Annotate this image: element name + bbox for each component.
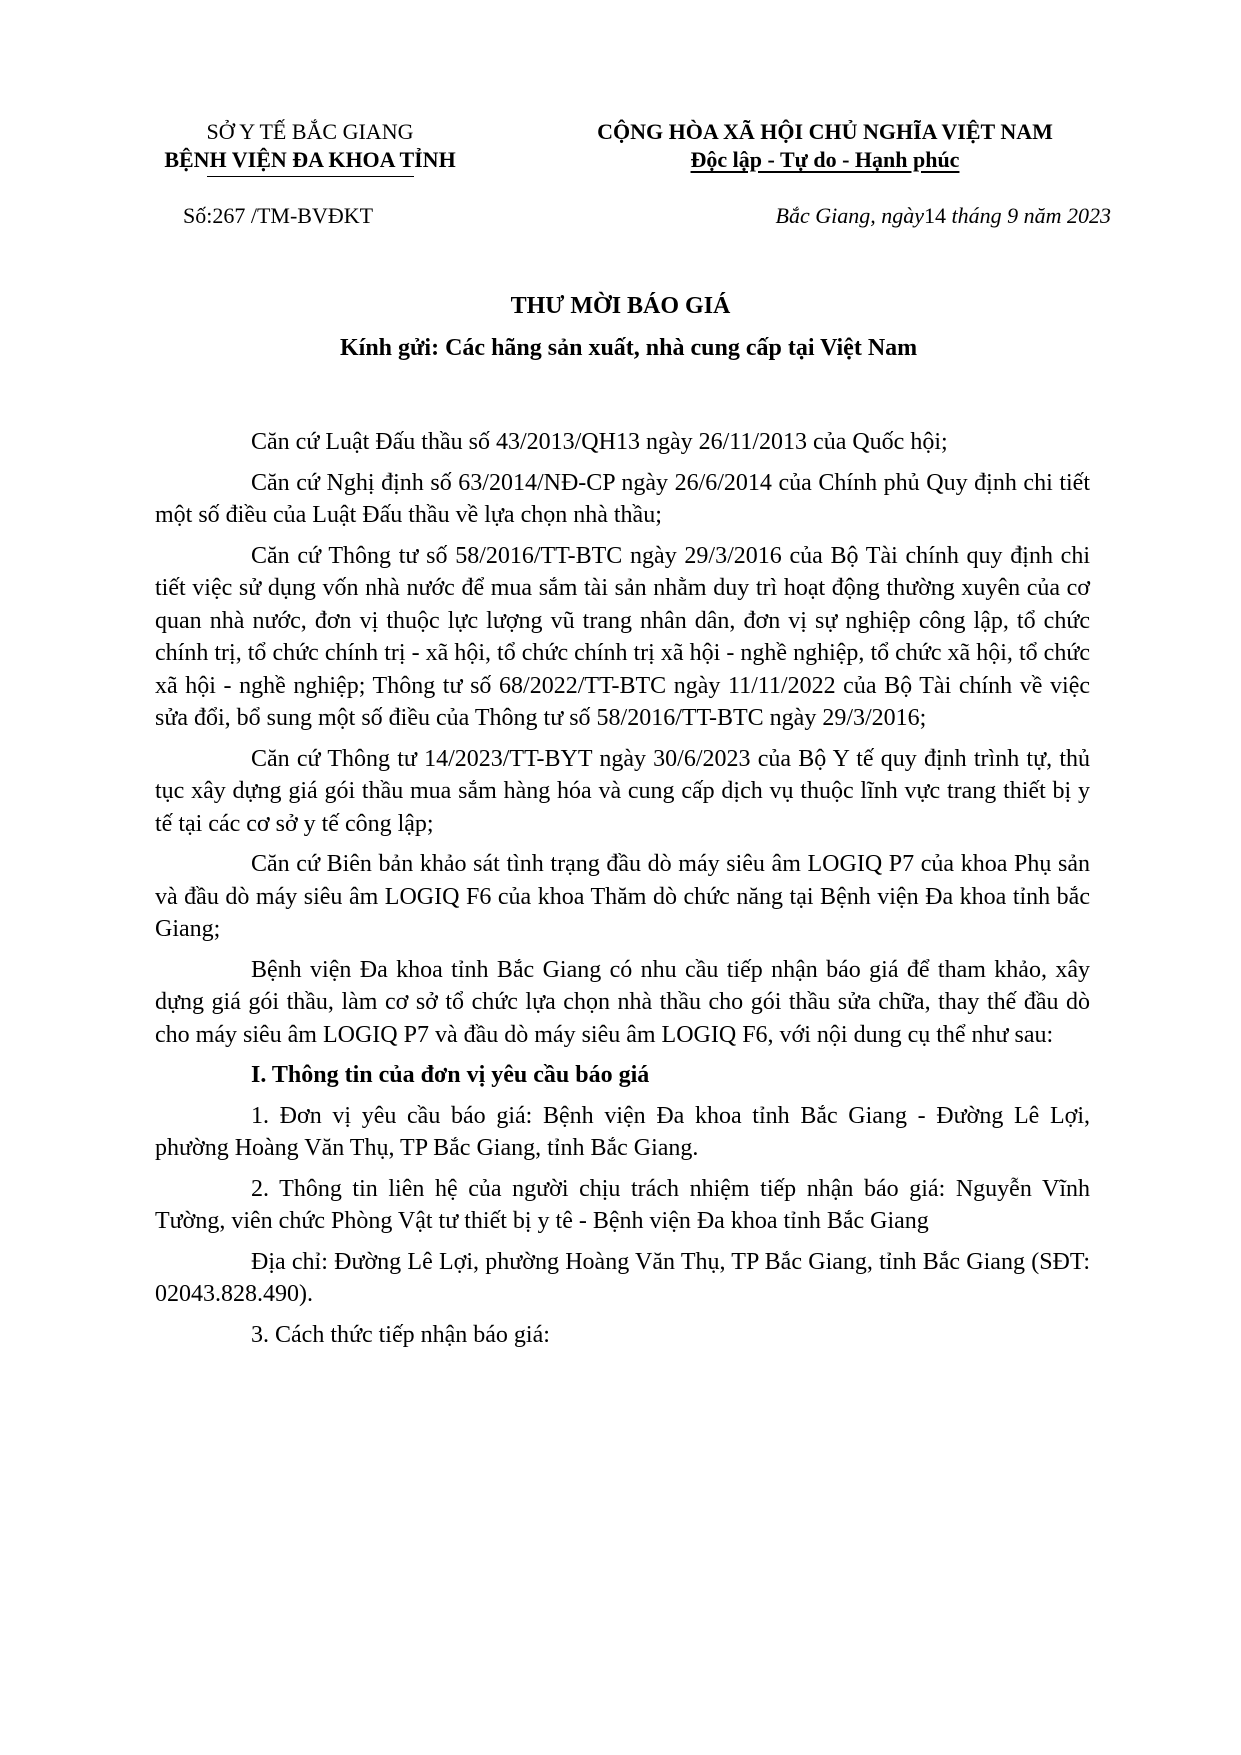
request-paragraph: Bệnh viện Đa khoa tỉnh Bắc Giang có nhu cầu tiếp nhận báo giá để tham khảo, xây dựng giá gói thầu, làm cơ sở tổ chức lựa chọn nhà thầu cho gói thầu sửa chữa, thay thế đầu dò cho máy siêu âm LOGIQ P7 và đầu dò máy siêu âm LOGIQ F6, với nội dung cụ thể như sau: <box>155 956 1090 1048</box>
legal-basis-paragraph: Căn cứ Luật Đấu thầu số 43/2013/QH13 ngày 26/11/2013 của Quốc hội; <box>251 429 948 455</box>
document-title: THƯ MỜI BÁO GIÁ <box>510 293 731 319</box>
organization-name: BỆNH VIỆN ĐA KHOA TỈNH <box>164 147 456 172</box>
section-item: 2. Thông tin liên hệ của người chịu trách nhiệm tiếp nhận báo giá: Nguyễn Vĩnh Tường, viên chức Phòng Vật tư thiết bị y tê - Bệnh viện Đa khoa tỉnh Bắc Giang <box>155 1175 1090 1234</box>
legal-basis-paragraph: Căn cứ Thông tư số 58/2016/TT-BTC ngày 29/3/2016 của Bộ Tài chính quy định chi tiết việc sử dụng vốn nhà nước để mua sắm tài sản nhằm duy trì hoạt động thường xuyên của cơ quan nhà nước, đơn vị thuộc lực lượng vũ trang nhân dân, đơn vị sự nghiệp công lập, tổ chức chính trị, tổ chức chính trị - xã hội, tổ chức chính trị xã hội - nghề nghiệp, tổ chức xã hội, tổ chức xã hội - nghề nghiệp; Thông tư số 68/2022/TT-BTC ngày 11/11/2022 của Bộ Tài chính về việc sửa đổi, bổ sung một số điều của Thông tư số 58/2016/TT-BTC ngày 29/3/2016; <box>155 542 1090 731</box>
place-and-date <box>0 203 1111 229</box>
national-title-block <box>540 118 1110 174</box>
legal-basis-paragraph: Căn cứ Thông tư 14/2023/TT-BYT ngày 30/6/2023 của Bộ Y tế quy định trình tự, thủ tục xây dựng giá gói thầu mua sắm hàng hóa và cung cấp dịch vụ thuộc lĩnh vực trang thiết bị y tế tại các cơ sở y tế công lập; <box>155 745 1090 837</box>
date-day: 14 <box>924 203 946 228</box>
legal-basis-paragraph: Căn cứ Nghị định số 63/2014/NĐ-CP ngày 26/6/2014 của Chính phủ Quy định chi tiết một số điều của Luật Đấu thầu về lựa chọn nhà thầu; <box>155 469 1090 528</box>
section-item: 1. Đơn vị yêu cầu báo giá: Bệnh viện Đa khoa tỉnh Bắc Giang - Đường Lê Lợi, phường Hoàng Văn Thụ, TP Bắc Giang, tỉnh Bắc Giang. <box>155 1102 1090 1161</box>
section-item: 3. Cách thức tiếp nhận báo giá: <box>251 1321 550 1348</box>
section-heading: I. Thông tin của đơn vị yêu cầu báo giá <box>251 1062 650 1088</box>
department-name: SỞ Y TẾ BẮC GIANG <box>206 119 414 144</box>
document-number: Số:267 /TM-BVĐKT <box>183 203 374 228</box>
recipient-line: Kính gửi: Các hãng sản xuất, nhà cung cấp tại Việt Nam <box>340 335 918 361</box>
place-date-suffix: tháng 9 năm 2023 <box>946 203 1111 228</box>
nation-name: CỘNG HÒA XÃ HỘI CHỦ NGHĨA VIỆT NAM <box>597 119 1053 144</box>
legal-basis-paragraph: Căn cứ Biên bản khảo sát tình trạng đầu dò máy siêu âm LOGIQ P7 của khoa Phụ sản và đầu dò máy siêu âm LOGIQ F6 của khoa Thăm dò chức năng tại Bệnh viện Đa khoa tỉnh bắc Giang; <box>155 851 1090 942</box>
place-date-prefix: Bắc Giang, ngày <box>775 203 924 228</box>
agency-underline-divider <box>207 176 414 177</box>
section-item: Địa chỉ: Đường Lê Lợi, phường Hoàng Văn Thụ, TP Bắc Giang, tỉnh Bắc Giang (SĐT: 02043.828.490). <box>155 1248 1090 1307</box>
document-body <box>155 426 1090 1359</box>
issuing-agency-block <box>130 118 490 177</box>
national-motto: Độc lập - Tự do - Hạnh phúc <box>690 147 960 172</box>
